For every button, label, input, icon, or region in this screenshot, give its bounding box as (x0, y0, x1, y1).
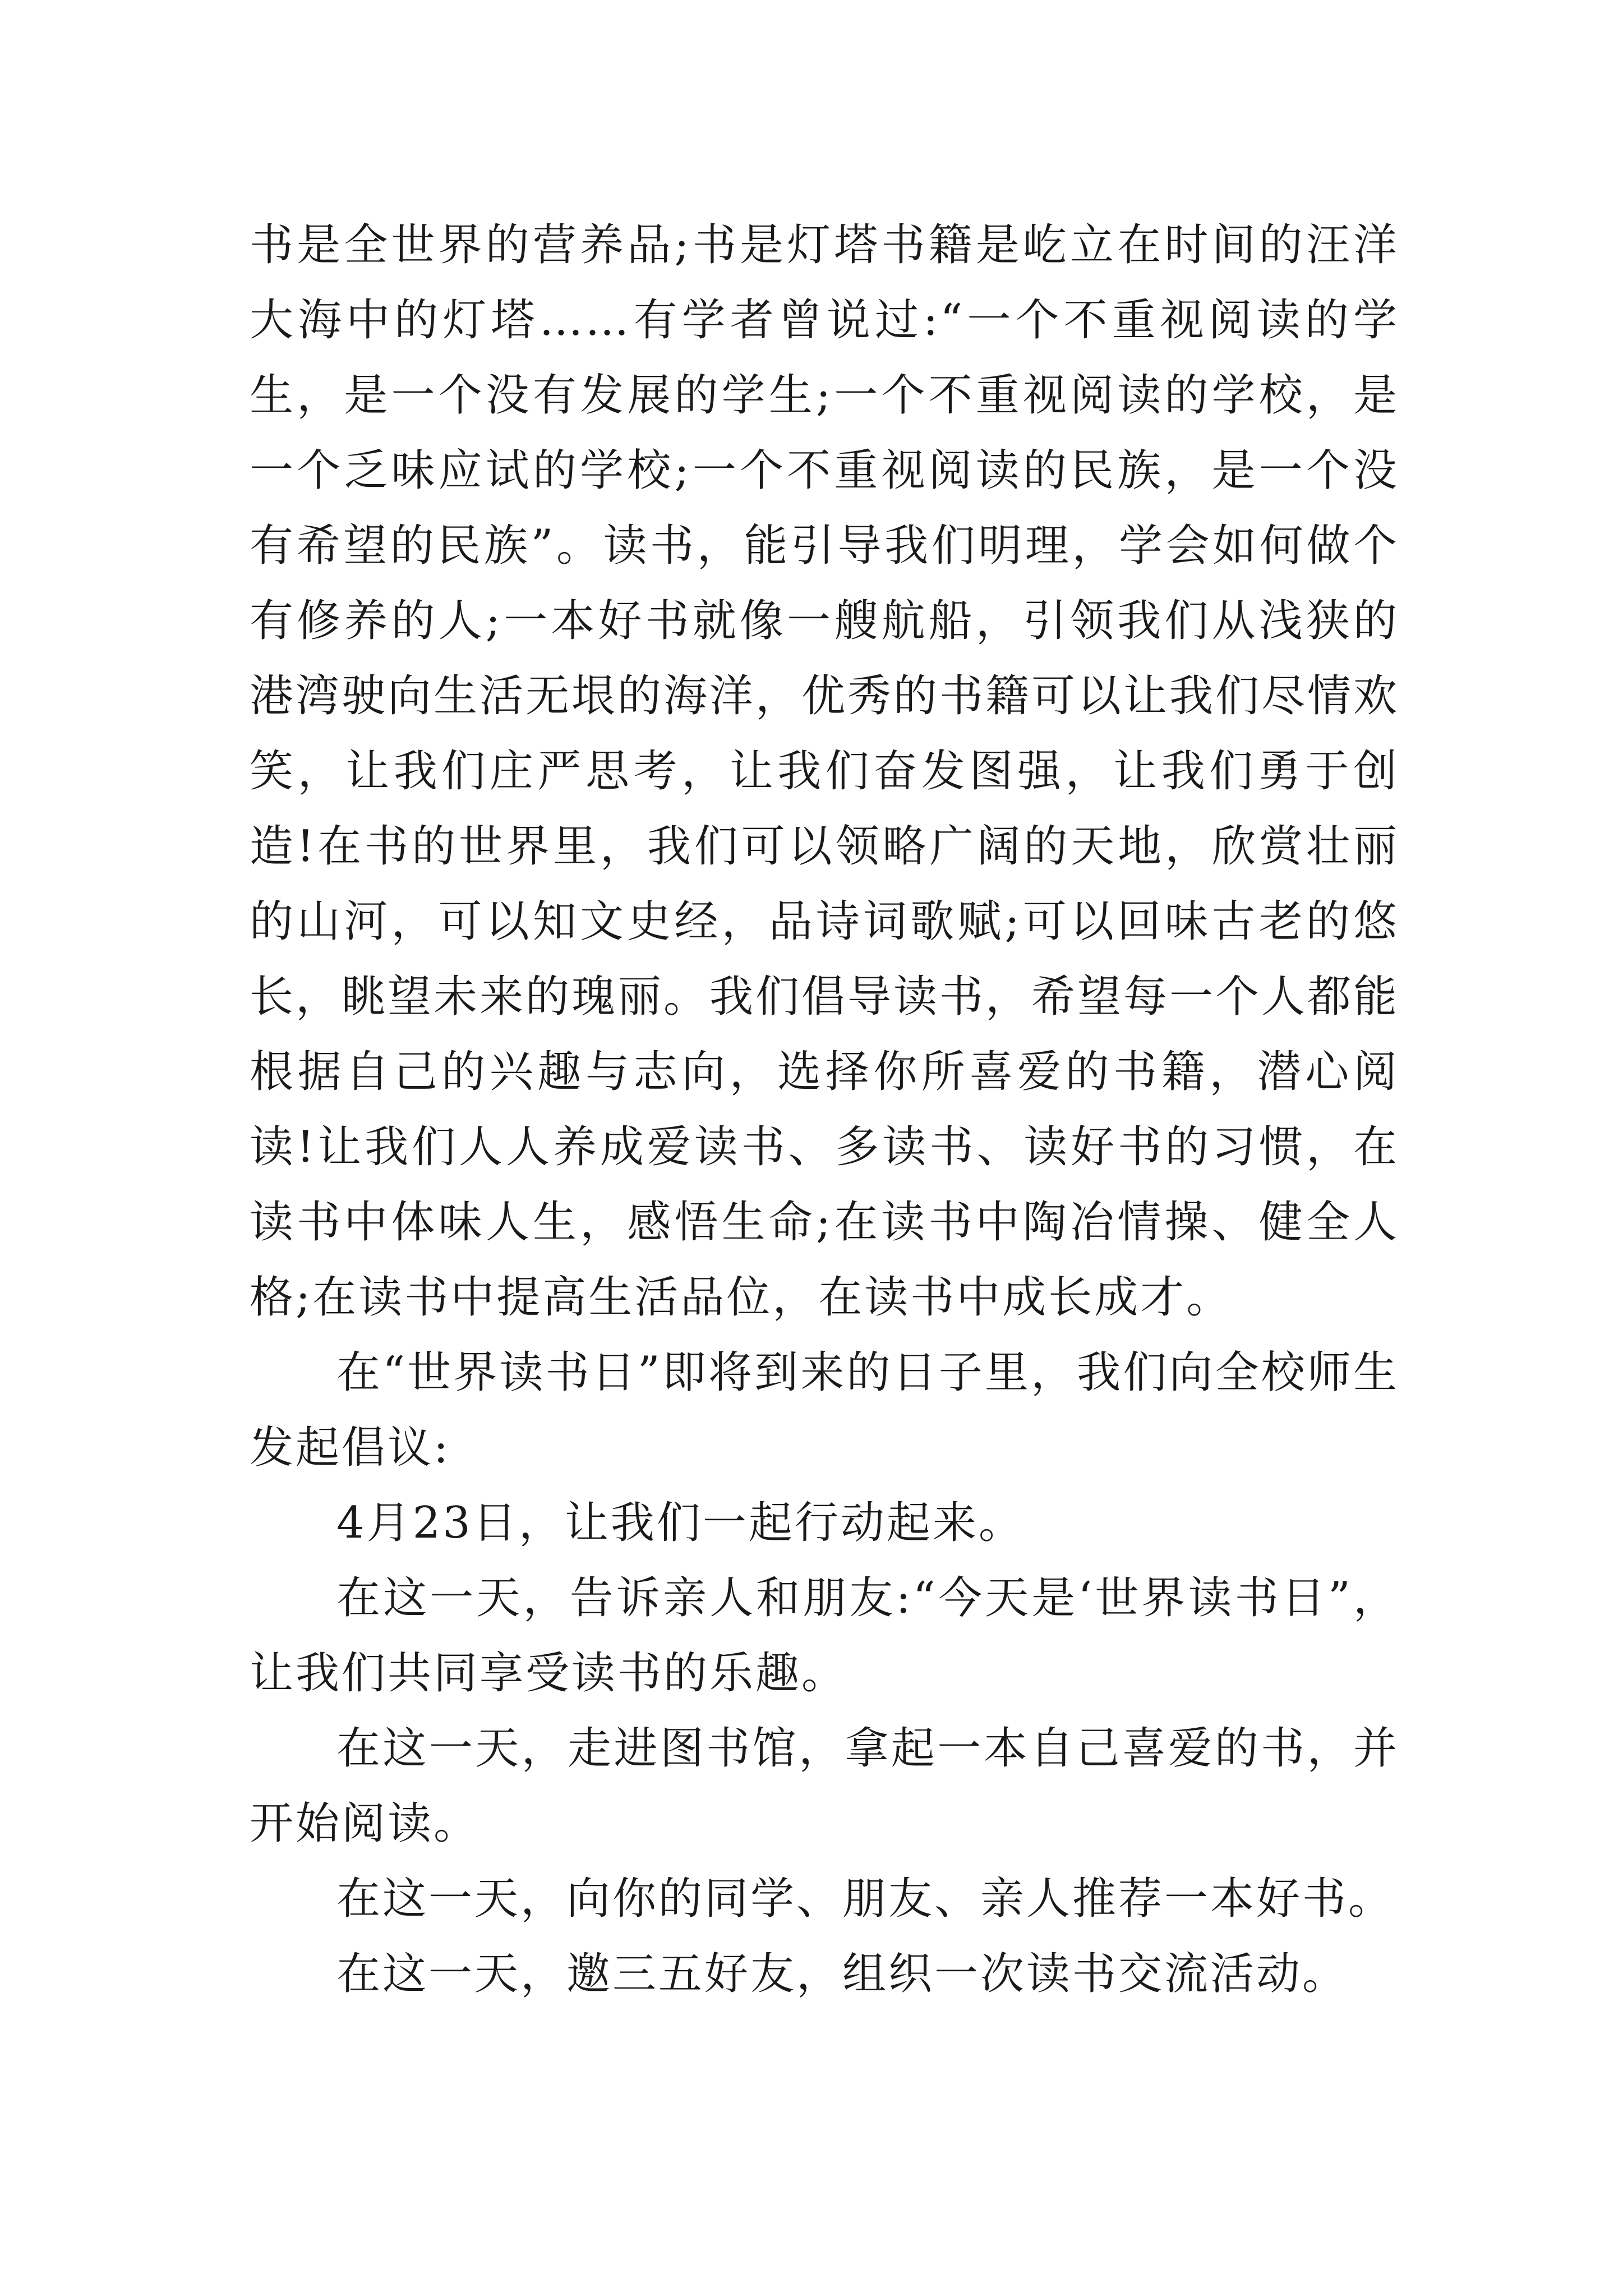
paragraph-reading-exchange: 在这一天，邀三五好友，组织一次读书交流活动。 (336, 1949, 1349, 1999)
paragraph-reading-value: 书是全世界的营养品;书是灯塔书籍是屹立在时间的汪洋大海中的灯塔……有学者曾说过:“一个不重视阅读的学生，是一个没有发展的学生;一个不重视阅读的学校，是一个乏味应试的学校;一个不重视阅读的民族，是一个没有希望的民族”。读书，能引导我们明理，学会如何做个有修养的人;一本好书就像一艘航船，引领我们从浅狭的港湾驶向生活无垠的海洋，优秀的书籍可以让我们尽情欢笑，让我们庄严思考，让我们奋发图强，让我们勇于创造!在书的世界里，我们可以领略广阔的天地，欣赏壮丽的山河，可以知文史经，品诗词歌赋;可以回味古老的悠长，眺望未来的瑰丽。我们倡导读书，希望每一个人都能根据自己的兴趣与志向，选择你所喜爱的书籍，潜心阅读!让我们人人养成爱读书、多读书、读好书的习惯，在读书中体味人生，感悟生命;在读书中陶冶情操、健全人格;在读书中提高生活品位，在读书中成长成才。 (250, 220, 1400, 1323)
document-body (250, 208, 1399, 2012)
paragraph-date-call: 4月23日，让我们一起行动起来。 (336, 1498, 1025, 1548)
paragraph-tell-friends: 在这一天，告诉亲人和朋友:“今天是‘世界读书日”，让我们共同享受读书的乐趣。 (250, 1573, 1399, 1699)
paragraph-initiative-intro: 在“世界读书日”即将到来的日子里，我们向全校师生发起倡议: (250, 1347, 1399, 1473)
paragraph-recommend-book: 在这一天，向你的同学、朋友、亲人推荐一本好书。 (336, 1874, 1395, 1924)
paragraph-visit-library: 在这一天，走进图书馆，拿起一本自己喜爱的书，并开始阅读。 (250, 1723, 1399, 1849)
